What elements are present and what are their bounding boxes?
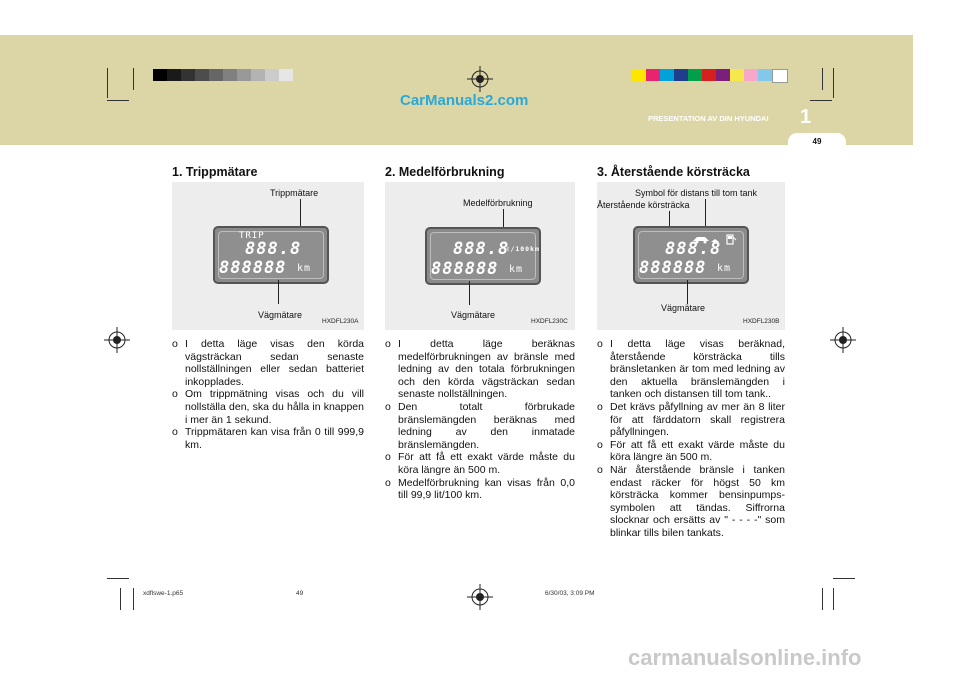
figure-range [597,182,785,330]
calibration-swatch [223,69,237,81]
bullet-marker: o [385,400,391,413]
lcd-upper-digits: 888.8 [245,239,302,259]
list-item-text: I detta läge beräknas medelförbrukningen av bränsle med ledning av den totala förbrukningen och den körda vägsträckan sedan senaste nollställningen. [398,338,575,401]
registration-mark-icon [830,327,856,353]
calibration-swatch [772,69,788,83]
watermark [400,92,528,109]
footer-page: 49 [296,590,304,597]
page-number-tab [788,133,846,149]
section-list-trip [172,338,364,451]
lcd-upper-unit: ℓ/100km [507,245,540,253]
section-list-consumption [385,338,575,502]
figure-label-top: Trippmätare [270,188,319,198]
list-item [385,338,575,401]
calibration-swatch [167,69,181,81]
list-item [597,464,785,540]
list-item-text: I detta läge visas den körda vägsträckan sedan senaste nollställningen eller sedan batteriet inkopplades. [185,338,364,388]
leader-line [469,281,470,305]
header-band [0,35,913,145]
list-item-text: Medelförbrukning kan visas från 0,0 till 99,9 lit/100 km. [398,476,575,502]
leader-line [278,280,279,304]
page-number: 49 [812,137,822,146]
list-item-text: När återstående bränsle i tanken endast räcker för högst 50 km körsträcka kommer bensinpumps-symbolen att tändas. Siffrorna slocknar och ersätts av " - - - -" som blinkar tills bilen tankats. [610,463,785,539]
section-title-trip: 1. Trippmätare [172,165,258,179]
section-title-consumption: 2. Medelförbrukning [385,165,505,179]
calibration-swatch [153,69,167,81]
calibration-swatch [237,69,251,81]
figure-label-range: Återstående körsträcka [597,200,690,210]
figure-consumption [385,182,575,330]
bullet-marker: o [597,338,603,350]
calibration-swatch [674,69,688,81]
calibration-swatch [744,69,758,81]
calibration-swatch [279,69,293,81]
trip-mode-text: TRIP [239,231,265,241]
calibration-swatch [265,69,279,81]
figure-label-bottom: Vägmätare [258,310,303,320]
crop-mark [822,68,823,90]
calibration-swatch [632,69,646,81]
leader-line [687,280,688,304]
leader-line [300,199,301,227]
calibration-swatch [181,69,195,81]
chapter-title: PRESENTATION AV DIN HYUNDAI [648,114,769,123]
list-item-text: I detta läge visas beräknad, återstående körsträcka tills bränsletanken är tom med ledning av den aktuella bränslemängden i tanken och distansen till tom tank.. [610,338,785,401]
calibration-swatch [251,69,265,81]
footer-file: xdflswe-1.p65 [143,590,184,597]
lcd-upper-digits: 888.8 [665,239,722,259]
lcd-display [633,226,749,284]
calibration-swatch [660,69,674,81]
crop-mark [107,68,108,98]
figure-code: HXDFL230C [531,318,568,325]
leader-line [503,209,504,229]
figure-label-bottom: Vägmätare [661,303,706,313]
list-item [385,401,575,451]
crop-mark [120,588,121,610]
lcd-display [425,227,541,285]
list-item-text: Om trippmätning visas och du vill nollställa den, ska du hålla in knappen i mer än 1 sekund. [185,388,364,426]
list-item [172,338,364,388]
section-title-range: 3. Återstående körsträcka [597,165,750,179]
bullet-marker: o [172,338,178,350]
lcd-unit: km [297,263,312,274]
list-item-text: Det krävs påfyllning av mer än 8 liter för att färddatorn skall registrera påfyllningen. [610,400,785,439]
footer-timestamp: 6/30/03, 3:09 PM [545,590,595,597]
section-list-range [597,338,785,540]
calibration-swatch [730,69,744,81]
calibration-swatch [702,69,716,81]
list-item [172,426,364,451]
list-item [597,439,785,464]
calibration-swatch [688,69,702,81]
bullet-marker: o [385,476,391,489]
figure-tripmeter [172,182,364,330]
list-item [597,338,785,401]
figure-code: HXDFL230B [743,318,780,325]
lcd-unit: km [717,263,732,274]
lcd-unit: km [509,264,524,275]
bullet-marker: o [385,338,391,350]
crop-mark [833,578,855,579]
crop-mark [810,100,832,101]
lcd-lower-digits: 888888 [431,259,499,279]
calibration-swatch [716,69,730,81]
list-item-text: Trippmätaren kan visa från 0 till 999,9 km. [185,426,364,451]
list-item [172,388,364,426]
crop-mark [822,588,823,610]
figure-label-symbol: Symbol för distans till tom tank [635,188,758,198]
figure-label-bottom: Vägmätare [451,310,496,320]
lcd-lower-digits: 888888 [639,258,707,278]
list-item-text: För att få ett exakt värde måste du köra längre än 500 m. [398,451,575,476]
bullet-marker: o [172,426,178,439]
bullet-marker: o [597,438,603,451]
crop-mark [133,68,134,90]
registration-mark-icon [467,584,493,610]
bullet-marker: o [172,388,178,401]
crop-mark [107,100,129,101]
site-watermark: carmanualsonline.info [628,645,862,670]
calibration-swatch [758,69,772,81]
chapter-number: 1 [800,106,812,128]
calibration-swatch [646,69,660,81]
lcd-upper-digits: 888.8 [453,239,510,259]
list-item [385,451,575,476]
crop-mark [833,588,834,610]
calibration-swatch [209,69,223,81]
crop-mark [833,68,834,98]
list-item [597,401,785,439]
bullet-marker: o [597,463,603,476]
registration-mark-icon [467,66,493,92]
bullet-marker: o [385,451,391,464]
crop-mark [107,578,129,579]
watermark-text: CarManuals2.com [400,92,529,109]
list-item [385,477,575,502]
lcd-display [213,226,329,284]
list-item-text: Den totalt förbrukade bränslemängden beräknas med ledning av den inmatade bränslemängden. [398,400,575,451]
registration-mark-icon [104,327,130,353]
calibration-swatch [195,69,209,81]
list-item-text: För att få ett exakt värde måste du köra längre än 500 m. [610,438,785,464]
bullet-marker: o [597,400,603,413]
crop-mark [133,588,134,610]
figure-code: HXDFL230A [322,318,359,325]
lcd-lower-digits: 888888 [219,258,287,278]
figure-label-top: Medelförbrukning [463,198,533,208]
leader-line [705,199,706,227]
